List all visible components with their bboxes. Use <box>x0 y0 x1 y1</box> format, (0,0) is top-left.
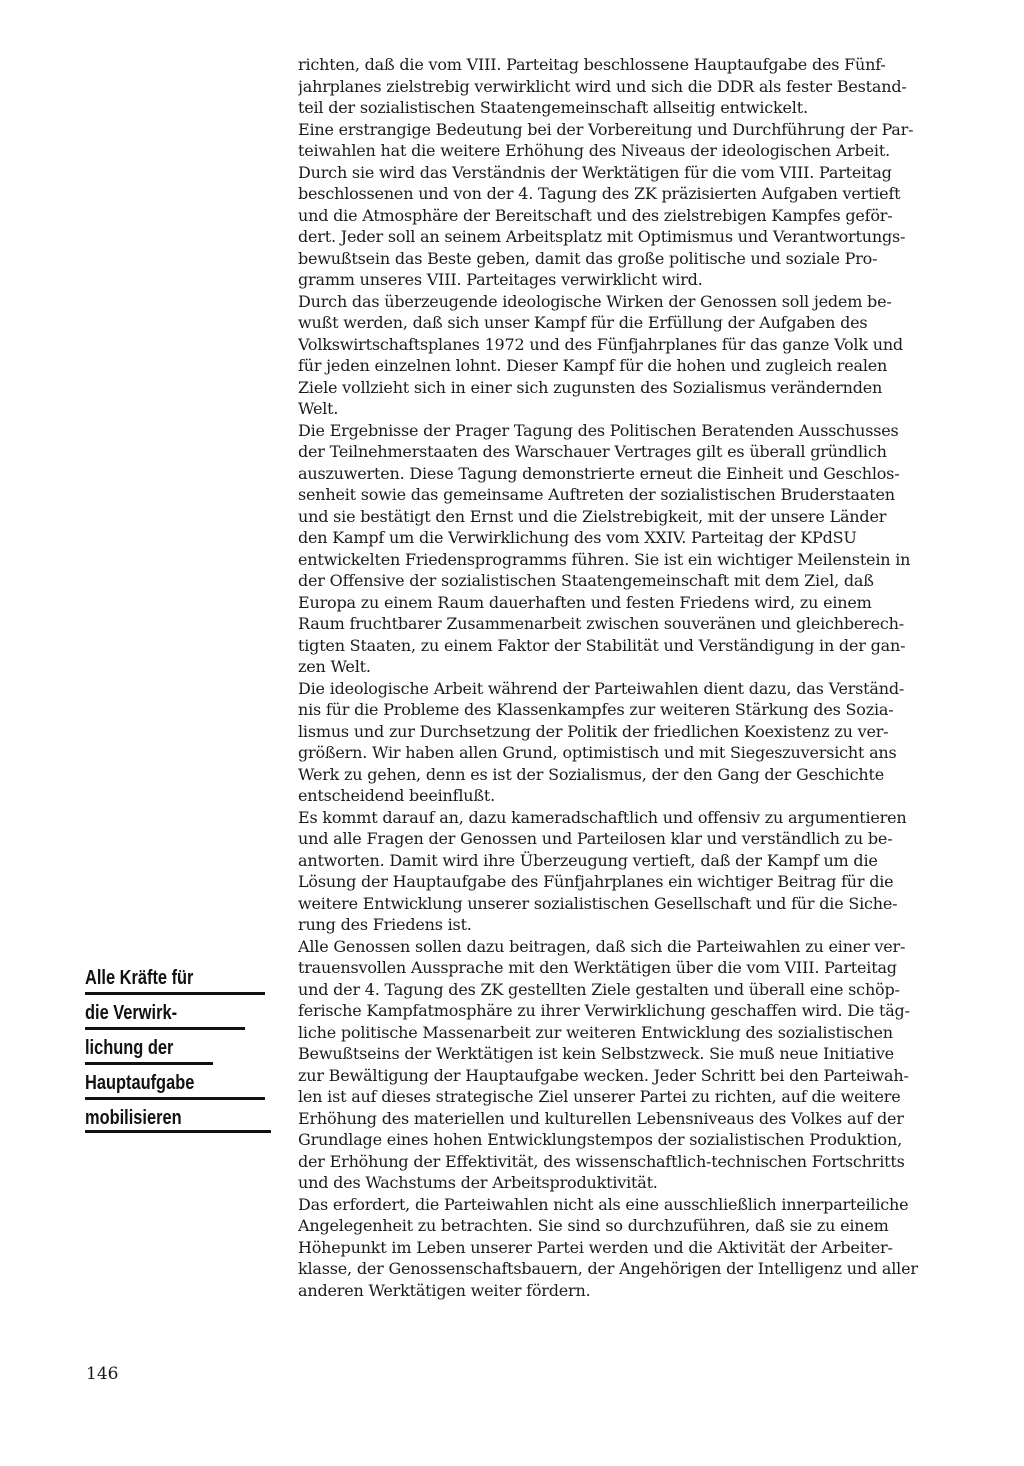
text-line: den Kampf um die Verwirklichung des vom XXIV. Parteitag der KPdSU <box>298 528 857 547</box>
heading-underline <box>85 992 265 995</box>
text-line: nis für die Probleme des Klassenkampfes zur weiteren Stärkung des Sozia- <box>298 700 894 719</box>
text-line: zen Welt. <box>298 657 371 676</box>
text-line: Eine erstrangige Bedeutung bei der Vorbereitung und Durchführung der Par- <box>298 119 914 139</box>
sidebar-heading-line: die Verwirk- <box>85 1002 178 1024</box>
text-line: zur Bewältigung der Hauptaufgabe wecken. Jeder Schritt bei den Parteiwah- <box>298 1065 909 1085</box>
text-line: Europa zu einem Raum dauerhaften und festen Friedens wird, zu einem <box>298 592 872 612</box>
text-line: der Teilnehmerstaaten des Warschauer Vertrages gilt es überall gründlich <box>298 442 887 461</box>
text-line: und des Wachstums der Arbeitsproduktivität. <box>298 1173 658 1192</box>
text-line: Ziele vollzieht sich in einer sich zugunsten des Sozialismus verändernden <box>298 377 883 397</box>
sidebar-heading-line: mobilisieren <box>85 1107 182 1129</box>
text-line: Erhöhung des materiellen und kulturellen Lebensniveaus des Volkes auf der <box>298 1108 904 1128</box>
text-line: auszuwerten. Diese Tagung demonstrierte erneut die Einheit und Geschlos- <box>298 463 900 483</box>
text-line: antworten. Damit wird ihre Überzeugung vertieft, daß der Kampf um die <box>298 850 878 870</box>
text-line: Bewußtseins der Werktätigen ist kein Selbstzweck. Sie muß neue Initiative <box>298 1044 894 1063</box>
text-line: und sie bestätigt den Ernst und die Zielstrebigkeit, mit der unsere Länder <box>298 506 887 526</box>
text-line: Die ideologische Arbeit während der Parteiwahlen dient dazu, das Verständ- <box>298 678 905 698</box>
text-line: ferische Kampfatmosphäre zu ihrer Verwirklichung geschaffen wird. Die täg- <box>298 1001 910 1020</box>
text-line: entscheidend beeinflußt. <box>298 786 495 805</box>
text-line: Volkswirtschaftsplanes 1972 und des Fünfjahrplanes für das ganze Volk und <box>298 334 903 354</box>
text-line: jahrplanes zielstrebig verwirklicht wird und sich die DDR als fester Bestand- <box>298 76 907 96</box>
text-line: entwickelten Friedensprogramms führen. Sie ist ein wichtiger Meilenstein in <box>298 549 911 569</box>
text-line: und die Atmosphäre der Bereitschaft und des zielstrebigen Kampfes geför- <box>298 205 893 225</box>
text-line: Lösung der Hauptaufgabe des Fünfjahrplanes ein wichtiger Beitrag für die <box>298 872 894 891</box>
text-line: beschlossenen und von der 4. Tagung des ZK präzisierten Aufgaben vertieft <box>298 184 901 203</box>
text-line: gramm unseres VIII. Parteitages verwirklicht wird. <box>298 270 703 289</box>
text-line: richten, daß die vom VIII. Parteitag beschlossene Hauptaufgabe des Fünf- <box>298 55 886 74</box>
text-line: größern. Wir haben allen Grund, optimistisch und mit Siegeszuversicht ans <box>298 743 897 762</box>
text-line: und der 4. Tagung des ZK gestellten Ziele gestalten und überall eine schöp- <box>298 979 900 999</box>
text-line: Das erfordert, die Parteiwahlen nicht als eine ausschließlich innerparteiliche <box>298 1194 909 1214</box>
text-line: Durch das überzeugende ideologische Wirken der Genossen soll jedem be- <box>298 291 892 311</box>
text-line: rung des Friedens ist. <box>298 915 472 934</box>
heading-underline <box>85 1097 265 1100</box>
text-line: wußt werden, daß sich unser Kampf für die Erfüllung der Aufgaben des <box>298 313 868 332</box>
text-line: Alle Genossen sollen dazu beitragen, daß sich die Parteiwahlen zu einer ver- <box>298 936 906 956</box>
text-line: Angelegenheit zu betrachten. Sie sind so durchzuführen, daß sie zu einem <box>298 1216 889 1235</box>
text-line: senheit sowie das gemeinsame Auftreten der sozialistischen Bruderstaaten <box>298 485 895 504</box>
text-line: bewußtsein das Beste geben, damit das große politische und soziale Pro- <box>298 248 878 268</box>
text-line: Durch sie wird das Verständnis der Werktätigen für die vom VIII. Parteitag <box>298 162 892 182</box>
text-line: lismus und zur Durchsetzung der Politik der friedlichen Koexistenz zu ver- <box>298 721 889 741</box>
sidebar-heading-line: Hauptaufgabe <box>85 1072 195 1094</box>
text-line: Welt. <box>298 399 339 418</box>
text-line: len ist auf dieses strategische Ziel unserer Partei zu richten, auf die weitere <box>298 1087 901 1106</box>
text-line: teil der sozialistischen Staatengemeinschaft allseitig entwickelt. <box>298 98 808 117</box>
text-line: liche politische Massenarbeit zur weiteren Entwicklung des sozialistischen <box>298 1022 893 1042</box>
text-line: und alle Fragen der Genossen und Parteilosen klar und verständlich zu be- <box>298 829 893 848</box>
text-line: anderen Werktätigen weiter fördern. <box>298 1280 591 1300</box>
text-line: klasse, der Genossenschaftsbauern, der Angehörigen der Intelligenz und aller <box>298 1259 918 1278</box>
text-line: Es kommt darauf an, dazu kameradschaftlich und offensiv zu argumentieren <box>298 807 907 827</box>
text-line: für jeden einzelnen lohnt. Dieser Kampf für die hohen und zugleich realen <box>298 356 888 375</box>
text-line: Die Ergebnisse der Prager Tagung des Politischen Beratenden Ausschusses <box>298 420 899 440</box>
text-line: trauensvollen Aussprache mit den Werktätigen über die vom VIII. Parteitag <box>298 958 897 977</box>
heading-underline <box>85 1027 245 1030</box>
text-line: Höhepunkt im Leben unserer Partei werden und die Aktivität der Arbeiter- <box>298 1237 893 1257</box>
text-line: der Erhöhung der Effektivität, des wissenschaftlich-technischen Fortschritts <box>298 1151 905 1171</box>
text-line: Werk zu gehen, denn es ist der Sozialismus, der den Gang der Geschichte <box>298 764 885 784</box>
text-line: weitere Entwicklung unserer sozialistischen Gesellschaft und für die Siche- <box>298 893 898 913</box>
heading-underline <box>85 1130 271 1133</box>
sidebar-heading-line: Alle Kräfte für <box>85 967 194 989</box>
heading-underline <box>85 1062 213 1065</box>
text-line: teiwahlen hat die weitere Erhöhung des Niveaus der ideologischen Arbeit. <box>298 141 890 160</box>
text-line: der Offensive der sozialistischen Staatengemeinschaft mit dem Ziel, daß <box>298 571 874 590</box>
text-line: Grundlage eines hohen Entwicklungstempos der sozialistischen Produktion, <box>298 1130 902 1149</box>
text-line: Raum fruchtbarer Zusammenarbeit zwischen souveränen und gleichberech- <box>298 614 904 633</box>
text-line: dert. Jeder soll an seinem Arbeitsplatz mit Optimismus und Verantwortungs- <box>298 227 906 246</box>
sidebar-heading-line: lichung der <box>85 1037 174 1059</box>
text-line: tigten Staaten, zu einem Faktor der Stabilität und Verständigung in der gan- <box>298 635 906 655</box>
page-number: 146 <box>86 1364 119 1384</box>
